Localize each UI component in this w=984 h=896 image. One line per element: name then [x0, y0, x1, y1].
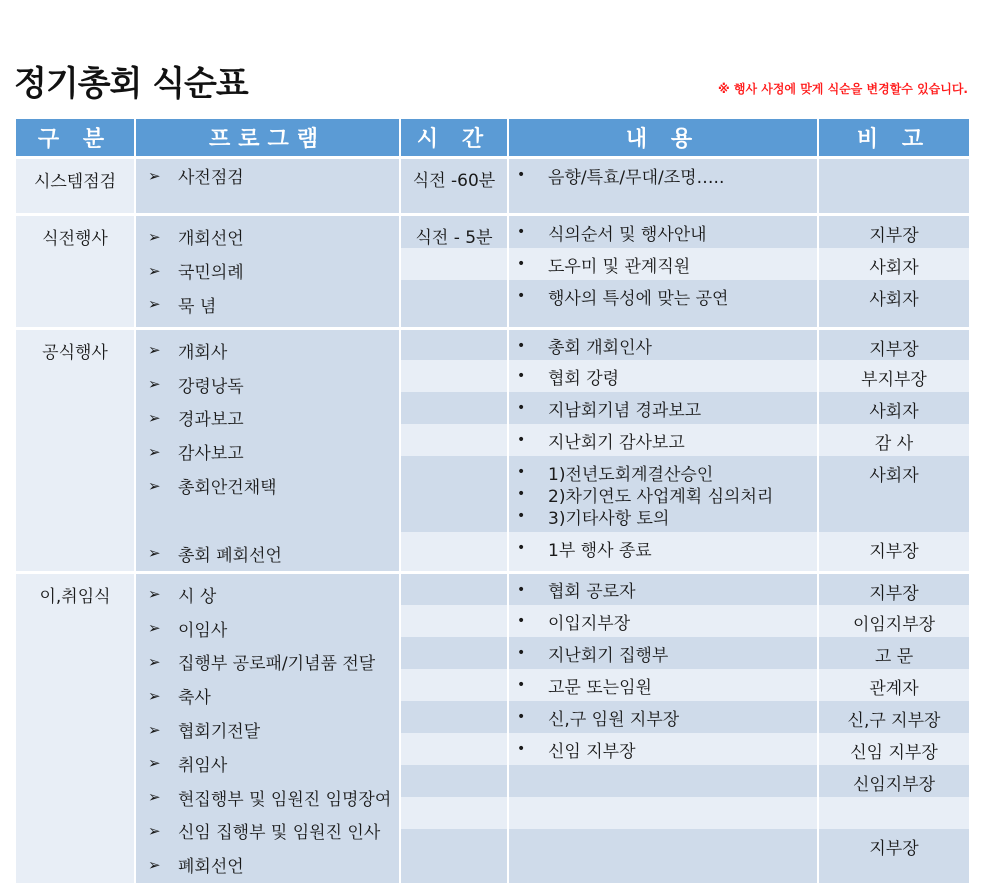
note-value: 사회자 — [869, 402, 919, 422]
header-program: 프로그램 — [135, 119, 400, 158]
time-cell — [400, 158, 508, 215]
program-label: 묵 념 — [178, 296, 217, 317]
content-text: 신,구 임원 지부장 — [548, 709, 680, 730]
category-cell — [16, 572, 135, 883]
note-value: 사회자 — [869, 258, 919, 278]
content-item — [517, 429, 811, 451]
content-item — [517, 365, 811, 387]
note-value: 부지부장 — [861, 370, 927, 390]
round-bullet-icon: • — [517, 540, 526, 556]
note-value: 지부장 — [869, 226, 919, 246]
program-item — [148, 746, 393, 780]
round-bullet-icon: • — [517, 256, 526, 272]
note-cell — [818, 532, 969, 572]
content-item — [517, 335, 811, 357]
content-text: 식의순서 및 행사안내 — [548, 224, 707, 245]
round-bullet-icon: • — [517, 677, 526, 693]
program-label: 축사 — [178, 688, 211, 709]
round-bullet-icon: • — [517, 432, 526, 448]
arrowhead-bullet-icon: ➢ — [148, 166, 161, 185]
program-item — [148, 578, 393, 612]
table-row — [16, 328, 969, 360]
note-cell — [818, 669, 969, 701]
round-bullet-icon: • — [517, 288, 526, 304]
time-cell — [400, 280, 508, 328]
program-item — [148, 713, 393, 747]
program-label: 폐회선언 — [178, 857, 244, 878]
table-row — [16, 158, 969, 215]
program-item — [148, 536, 393, 570]
page-title: 정기총회 식순표 — [14, 64, 248, 104]
table-row — [16, 215, 969, 249]
ceremony-order-table — [16, 119, 969, 883]
content-cell — [508, 392, 818, 424]
program-label: 취임사 — [178, 755, 228, 776]
round-bullet-icon: • — [517, 400, 526, 416]
arrowhead-bullet-icon: ➢ — [148, 821, 161, 840]
round-bullet-icon: • — [517, 167, 526, 183]
round-bullet-icon: • — [517, 337, 526, 354]
round-bullet-icon: • — [517, 645, 526, 661]
content-text: 3)기타사항 토의 — [548, 508, 670, 529]
program-item — [148, 469, 393, 503]
program-item — [148, 159, 393, 193]
content-text: 이입지부장 — [548, 613, 631, 634]
content-item — [517, 706, 811, 728]
content-item — [517, 397, 811, 419]
time-cell — [400, 605, 508, 637]
arrowhead-bullet-icon: ➢ — [148, 585, 161, 604]
program-item — [148, 645, 393, 679]
header-category: 구 분 — [16, 119, 135, 158]
time-cell — [400, 765, 508, 797]
program-label: 이임사 — [178, 620, 228, 641]
note-value: 신,구 지부장 — [847, 711, 941, 731]
time-value: 식전 - 5분 — [415, 228, 493, 248]
program-label: 국민의례 — [178, 263, 244, 284]
note-value: 지부장 — [869, 339, 919, 360]
content-item — [517, 674, 811, 696]
program-item — [148, 814, 393, 848]
content-item — [517, 505, 811, 527]
arrowhead-bullet-icon: ➢ — [148, 686, 161, 705]
program-label: 감사보고 — [178, 444, 244, 465]
program-label: 시 상 — [178, 586, 217, 607]
note-value: 지부장 — [869, 542, 919, 562]
arrowhead-bullet-icon: ➢ — [148, 408, 161, 427]
time-cell — [400, 572, 508, 605]
time-cell — [400, 360, 508, 392]
time-cell — [400, 637, 508, 669]
note-value: 지부장 — [869, 839, 919, 859]
program-label: 개회선언 — [178, 229, 244, 250]
round-bullet-icon: • — [517, 464, 526, 480]
note-cell — [818, 392, 969, 424]
note-cell — [818, 637, 969, 669]
content-text: 음향/특효/무대/조명….. — [548, 167, 725, 188]
time-cell — [400, 733, 508, 765]
program-label: 강령낭독 — [178, 376, 244, 397]
arrowhead-bullet-icon: ➢ — [148, 261, 161, 280]
category-cell — [16, 158, 135, 215]
content-cell — [508, 733, 818, 765]
content-item — [517, 537, 811, 559]
program-cell — [135, 158, 400, 215]
arrowhead-bullet-icon: ➢ — [148, 855, 161, 874]
time-cell — [400, 248, 508, 280]
time-cell — [400, 669, 508, 701]
time-cell — [400, 701, 508, 733]
round-bullet-icon: • — [517, 508, 526, 524]
program-item — [148, 435, 393, 469]
content-item — [517, 483, 811, 505]
content-cell — [508, 248, 818, 280]
note-cell — [818, 280, 969, 328]
round-bullet-icon: • — [517, 486, 526, 502]
content-item — [517, 221, 811, 243]
program-item — [148, 679, 393, 713]
arrowhead-bullet-icon: ➢ — [148, 720, 161, 739]
note-cell — [818, 360, 969, 392]
note-cell — [818, 797, 969, 829]
program-label: 개회사 — [178, 342, 228, 363]
arrowhead-bullet-icon: ➢ — [148, 652, 161, 671]
content-text: 지난회기 집행부 — [548, 645, 669, 666]
content-text: 지난회기 감사보고 — [548, 432, 685, 453]
content-item — [517, 738, 811, 760]
change-notice: ※ 행사 사정에 맞게 식순을 변경할수 있습니다. — [718, 82, 968, 96]
category-label: 식전행사 — [42, 229, 108, 249]
content-cell — [508, 280, 818, 328]
note-cell — [818, 456, 969, 532]
round-bullet-icon: • — [517, 224, 526, 240]
time-cell — [400, 532, 508, 572]
content-cell — [508, 158, 818, 215]
program-label: 집행부 공로패/기념품 전달 — [178, 654, 376, 675]
category-label: 시스템점검 — [33, 172, 117, 192]
content-text: 신임 지부장 — [548, 741, 636, 762]
content-cell — [508, 360, 818, 392]
content-cell — [508, 424, 818, 456]
content-text: 행사의 특성에 맞는 공연 — [548, 288, 729, 309]
content-cell — [508, 797, 818, 829]
round-bullet-icon: • — [517, 581, 526, 598]
content-item — [517, 461, 811, 483]
content-cell — [508, 765, 818, 797]
content-cell — [508, 215, 818, 249]
content-text: 협회 공로자 — [548, 582, 636, 602]
note-cell — [818, 248, 969, 280]
program-item — [148, 611, 393, 645]
time-value: 식전 -60분 — [412, 171, 496, 191]
content-item — [517, 285, 811, 307]
arrowhead-bullet-icon: ➢ — [148, 442, 161, 461]
content-text: 도우미 및 관계직원 — [548, 256, 691, 277]
note-value: 관계자 — [869, 679, 919, 699]
program-label: 경과보고 — [178, 410, 244, 431]
program-item — [148, 780, 393, 814]
header-content: 내 용 — [508, 119, 818, 158]
note-value: 신임 지부장 — [850, 743, 938, 763]
note-cell — [818, 572, 969, 605]
header-note: 비 고 — [818, 119, 969, 158]
note-value: 사회자 — [869, 466, 919, 486]
time-cell — [400, 797, 508, 829]
note-cell — [818, 215, 969, 249]
arrowhead-bullet-icon: ➢ — [148, 754, 161, 773]
time-cell — [400, 829, 508, 883]
program-item — [148, 401, 393, 435]
content-cell — [508, 605, 818, 637]
arrowhead-bullet-icon: ➢ — [148, 476, 161, 495]
time-cell — [400, 392, 508, 424]
table-header-row — [16, 119, 969, 158]
content-text: 2)차기연도 사업계획 심의처리 — [548, 486, 774, 507]
program-cell — [135, 328, 400, 572]
program-item — [148, 254, 393, 288]
content-text: 고문 또는임원 — [548, 677, 652, 698]
arrowhead-bullet-icon: ➢ — [148, 295, 161, 314]
program-cell — [135, 215, 400, 329]
round-bullet-icon: • — [517, 741, 526, 757]
note-value: 이임지부장 — [852, 615, 936, 635]
content-cell — [508, 829, 818, 883]
content-cell — [508, 532, 818, 572]
content-item — [517, 642, 811, 664]
note-cell — [818, 605, 969, 637]
note-value: 사회자 — [869, 290, 919, 310]
program-item — [148, 367, 393, 401]
content-text: 1)전년도회계결산승인 — [548, 464, 714, 485]
note-cell — [818, 733, 969, 765]
category-cell — [16, 215, 135, 329]
table-row — [16, 572, 969, 605]
round-bullet-icon: • — [517, 368, 526, 384]
program-label: 총회안건채택 — [178, 478, 277, 499]
time-cell — [400, 456, 508, 532]
content-cell — [508, 637, 818, 669]
content-text: 협회 강령 — [548, 368, 620, 389]
program-label: 총회 폐회선언 — [178, 545, 282, 566]
note-value: 신임지부장 — [852, 775, 936, 795]
arrowhead-bullet-icon: ➢ — [148, 619, 161, 638]
content-text: 1부 행사 종료 — [548, 540, 652, 561]
note-cell — [818, 701, 969, 733]
content-cell — [508, 456, 818, 532]
content-item — [517, 164, 811, 186]
program-item — [148, 288, 393, 322]
content-text: 총회 개회인사 — [548, 338, 652, 358]
note-cell — [818, 829, 969, 883]
note-value: 지부장 — [869, 583, 919, 604]
header-time: 시 간 — [400, 119, 508, 158]
arrowhead-bullet-icon: ➢ — [148, 341, 161, 360]
program-item — [148, 220, 393, 254]
note-value: 감 사 — [874, 434, 914, 454]
content-item — [517, 610, 811, 632]
program-label: 사전점검 — [178, 168, 244, 189]
arrowhead-bullet-icon: ➢ — [148, 544, 161, 563]
content-cell — [508, 572, 818, 605]
time-cell — [400, 328, 508, 360]
category-label: 이,취임식 — [39, 586, 111, 607]
content-item — [517, 579, 811, 601]
note-cell — [818, 424, 969, 456]
arrowhead-bullet-icon: ➢ — [148, 375, 161, 394]
table-body — [16, 158, 969, 884]
program-label: 협회기전달 — [178, 722, 261, 743]
note-value: 고 문 — [874, 647, 914, 667]
round-bullet-icon: • — [517, 709, 526, 725]
content-text: 지남회기념 경과보고 — [548, 400, 702, 421]
content-cell — [508, 669, 818, 701]
arrowhead-bullet-icon: ➢ — [148, 227, 161, 246]
round-bullet-icon: • — [517, 613, 526, 629]
program-item — [148, 334, 393, 368]
program-cell — [135, 572, 400, 883]
note-cell — [818, 328, 969, 360]
content-item — [517, 253, 811, 275]
program-label: 신임 집행부 및 임원진 인사 — [178, 823, 381, 844]
category-label: 공식행사 — [42, 342, 108, 363]
category-cell — [16, 328, 135, 572]
note-cell — [818, 158, 969, 215]
note-cell — [818, 765, 969, 797]
time-cell — [400, 424, 508, 456]
program-spacer — [148, 502, 393, 536]
time-cell — [400, 215, 508, 249]
program-label: 현집행부 및 임원진 임명장여 — [178, 789, 392, 810]
content-cell — [508, 701, 818, 733]
arrowhead-bullet-icon: ➢ — [148, 788, 161, 807]
content-cell — [508, 328, 818, 360]
program-item — [148, 848, 393, 882]
